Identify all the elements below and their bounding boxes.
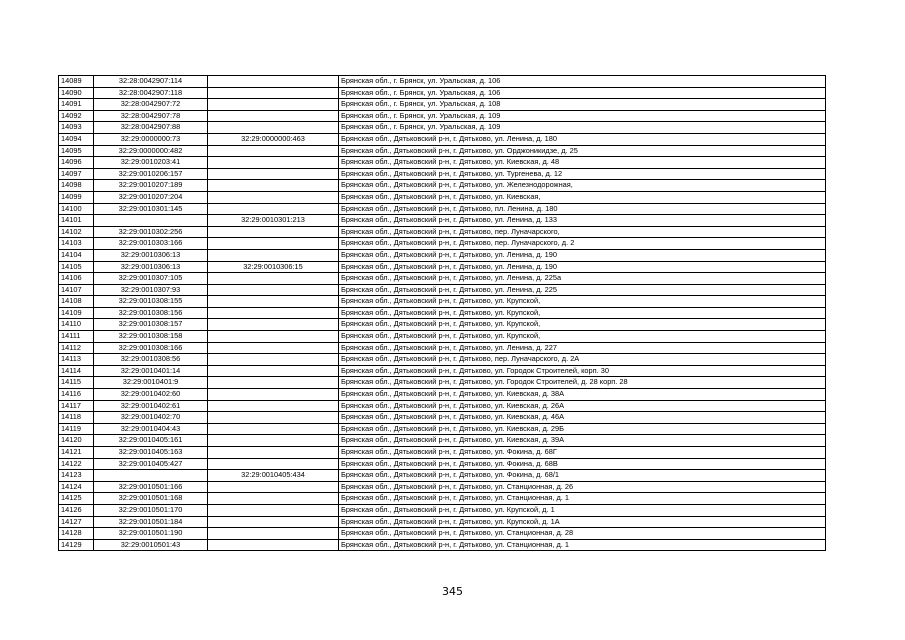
row-number-cell: 14121 xyxy=(59,447,94,459)
cadastral-number-cell: 32:29:0010404:43 xyxy=(94,423,208,435)
address-cell: Брянская обл., Дятьковский р-н, г. Дятьково, ул. Крупской, xyxy=(339,331,826,343)
table-row xyxy=(59,249,826,261)
cadastral-number-cell: 32:29:0010301:145 xyxy=(94,203,208,215)
address-cell: Брянская обл., Дятьковский р-н, г. Дятьково, ул. Крупской, xyxy=(339,296,826,308)
linked-cadastral-number-cell xyxy=(208,447,339,459)
linked-cadastral-number-cell xyxy=(208,99,339,111)
address-cell: Брянская обл., Дятьковский р-н, г. Дятьково, ул. Ленина, д. 190 xyxy=(339,249,826,261)
cadastral-number-cell: 32:28:0042907:78 xyxy=(94,110,208,122)
address-cell: Брянская обл., Дятьковский р-н, г. Дятьково, ул. Киевская, д. 48 xyxy=(339,157,826,169)
linked-cadastral-number-cell: 32:29:0010405:434 xyxy=(208,470,339,482)
row-number-cell: 14105 xyxy=(59,261,94,273)
table-row xyxy=(59,504,826,516)
address-cell: Брянская обл., Дятьковский р-н, г. Дятьково, ул. Фокина, д. 68/1 xyxy=(339,470,826,482)
table-row xyxy=(59,470,826,482)
row-number-cell: 14091 xyxy=(59,99,94,111)
cadastral-number-cell: 32:29:0010402:61 xyxy=(94,400,208,412)
address-cell: Брянская обл., Дятьковский р-н, г. Дятьково, пер. Луначарского, д. 2 xyxy=(339,238,826,250)
page-number: 345 xyxy=(442,585,463,598)
table-row xyxy=(59,389,826,401)
cadastral-number-cell: 32:29:0010307:93 xyxy=(94,284,208,296)
cadastral-number-cell: 32:29:0010308:157 xyxy=(94,319,208,331)
table-row xyxy=(59,435,826,447)
cadastral-number-cell: 32:29:0010308:56 xyxy=(94,354,208,366)
linked-cadastral-number-cell xyxy=(208,226,339,238)
row-number-cell: 14094 xyxy=(59,133,94,145)
address-cell: Брянская обл., Дятьковский р-н, г. Дятьково, ул. Тургенева, д. 12 xyxy=(339,168,826,180)
row-number-cell: 14112 xyxy=(59,342,94,354)
address-cell: Брянская обл., г. Брянск, ул. Уральская, д. 106 xyxy=(339,87,826,99)
row-number-cell: 14107 xyxy=(59,284,94,296)
table-row xyxy=(59,423,826,435)
linked-cadastral-number-cell xyxy=(208,528,339,540)
cadastral-number-cell: 32:29:0010501:170 xyxy=(94,504,208,516)
row-number-cell: 14129 xyxy=(59,539,94,551)
cadastral-number-cell: 32:29:0010207:189 xyxy=(94,180,208,192)
table-row xyxy=(59,539,826,551)
cadastral-number-cell: 32:29:0010405:427 xyxy=(94,458,208,470)
address-cell: Брянская обл., Дятьковский р-н, г. Дятьково, ул. Крупской, д. 1 xyxy=(339,504,826,516)
linked-cadastral-number-cell xyxy=(208,296,339,308)
linked-cadastral-number-cell xyxy=(208,458,339,470)
table-row xyxy=(59,284,826,296)
address-cell: Брянская обл., Дятьковский р-н, г. Дятьково, ул. Станционная, д. 26 xyxy=(339,481,826,493)
table-row xyxy=(59,307,826,319)
table-row xyxy=(59,203,826,215)
cadastral-number-cell: 32:29:0010308:166 xyxy=(94,342,208,354)
linked-cadastral-number-cell xyxy=(208,122,339,134)
cadastral-number-cell: 32:28:0042907:114 xyxy=(94,76,208,88)
cadastral-number-cell: 32:29:0010308:155 xyxy=(94,296,208,308)
cadastral-number-cell: 32:29:0010207:204 xyxy=(94,191,208,203)
address-cell: Брянская обл., Дятьковский р-н, г. Дятьково, ул. Киевская, д. 26А xyxy=(339,400,826,412)
table-row xyxy=(59,493,826,505)
row-number-cell: 14093 xyxy=(59,122,94,134)
address-cell: Брянская обл., Дятьковский р-н, г. Дятьково, ул. Киевская, д. 29Б xyxy=(339,423,826,435)
linked-cadastral-number-cell xyxy=(208,504,339,516)
cadastral-number-cell: 32:29:0010501:166 xyxy=(94,481,208,493)
linked-cadastral-number-cell xyxy=(208,423,339,435)
row-number-cell: 14127 xyxy=(59,516,94,528)
address-cell: Брянская обл., Дятьковский р-н, г. Дятьково, ул. Ленина, д. 225 xyxy=(339,284,826,296)
linked-cadastral-number-cell xyxy=(208,87,339,99)
cadastral-number-cell: 32:29:0010501:168 xyxy=(94,493,208,505)
linked-cadastral-number-cell xyxy=(208,273,339,285)
table-row xyxy=(59,528,826,540)
row-number-cell: 14125 xyxy=(59,493,94,505)
address-cell: Брянская обл., Дятьковский р-н, г. Дятьково, ул. Фокина, д. 68В xyxy=(339,458,826,470)
table-row xyxy=(59,215,826,227)
row-number-cell: 14103 xyxy=(59,238,94,250)
cadastral-number-cell: 32:29:0010401:9 xyxy=(94,377,208,389)
address-cell: Брянская обл., г. Брянск, ул. Уральская, д. 109 xyxy=(339,122,826,134)
linked-cadastral-number-cell xyxy=(208,342,339,354)
row-number-cell: 14115 xyxy=(59,377,94,389)
cadastral-number-cell: 32:29:0010308:156 xyxy=(94,307,208,319)
table-row xyxy=(59,226,826,238)
address-cell: Брянская обл., Дятьковский р-н, г. Дятьково, пер. Луначарского, xyxy=(339,226,826,238)
linked-cadastral-number-cell xyxy=(208,284,339,296)
cadastral-number-cell: 32:29:0010402:70 xyxy=(94,412,208,424)
cadastral-number-cell: 32:29:0010306:13 xyxy=(94,261,208,273)
linked-cadastral-number-cell xyxy=(208,76,339,88)
row-number-cell: 14090 xyxy=(59,87,94,99)
row-number-cell: 14114 xyxy=(59,365,94,377)
address-cell: Брянская обл., Дятьковский р-н, г. Дятьково, ул. Киевская, д. 46А xyxy=(339,412,826,424)
linked-cadastral-number-cell xyxy=(208,319,339,331)
row-number-cell: 14117 xyxy=(59,400,94,412)
linked-cadastral-number-cell xyxy=(208,412,339,424)
cadastral-number-cell: 32:29:0010401:14 xyxy=(94,365,208,377)
row-number-cell: 14118 xyxy=(59,412,94,424)
row-number-cell: 14097 xyxy=(59,168,94,180)
cadastral-number-cell: 32:29:0010302:256 xyxy=(94,226,208,238)
linked-cadastral-number-cell xyxy=(208,400,339,412)
table-row xyxy=(59,261,826,273)
address-cell: Брянская обл., Дятьковский р-н, г. Дятьково, ул. Городок Строителей, д. 28 корп. 28 xyxy=(339,377,826,389)
table-row xyxy=(59,180,826,192)
table-row xyxy=(59,238,826,250)
linked-cadastral-number-cell xyxy=(208,493,339,505)
row-number-cell: 14095 xyxy=(59,145,94,157)
table-row xyxy=(59,331,826,343)
cadastral-number-cell: 32:29:0010206:157 xyxy=(94,168,208,180)
row-number-cell: 14096 xyxy=(59,157,94,169)
linked-cadastral-number-cell xyxy=(208,180,339,192)
table-row xyxy=(59,342,826,354)
address-cell: Брянская обл., Дятьковский р-н, г. Дятьково, пер. Луначарского, д. 2А xyxy=(339,354,826,366)
row-number-cell: 14092 xyxy=(59,110,94,122)
cadastral-number-cell: 32:29:0010501:190 xyxy=(94,528,208,540)
table-row xyxy=(59,191,826,203)
linked-cadastral-number-cell xyxy=(208,110,339,122)
cadastral-number-cell: 32:29:0010501:43 xyxy=(94,539,208,551)
address-cell: Брянская обл., Дятьковский р-н, г. Дятьково, ул. Станционная, д. 28 xyxy=(339,528,826,540)
table-row xyxy=(59,122,826,134)
address-cell: Брянская обл., Дятьковский р-н, г. Дятьково, ул. Крупской, xyxy=(339,319,826,331)
row-number-cell: 14126 xyxy=(59,504,94,516)
table-row xyxy=(59,319,826,331)
table-row xyxy=(59,145,826,157)
address-cell: Брянская обл., г. Брянск, ул. Уральская, д. 106 xyxy=(339,76,826,88)
address-cell: Брянская обл., Дятьковский р-н, г. Дятьково, ул. Городок Строителей, корп. 30 xyxy=(339,365,826,377)
cadastral-number-cell xyxy=(94,215,208,227)
row-number-cell: 14119 xyxy=(59,423,94,435)
address-cell: Брянская обл., г. Брянск, ул. Уральская, д. 108 xyxy=(339,99,826,111)
table-row xyxy=(59,168,826,180)
table-row xyxy=(59,412,826,424)
row-number-cell: 14113 xyxy=(59,354,94,366)
table-row xyxy=(59,377,826,389)
linked-cadastral-number-cell: 32:29:0000000:463 xyxy=(208,133,339,145)
linked-cadastral-number-cell xyxy=(208,145,339,157)
cadastral-number-cell: 32:29:0010501:184 xyxy=(94,516,208,528)
linked-cadastral-number-cell: 32:29:0010306:15 xyxy=(208,261,339,273)
address-cell: Брянская обл., Дятьковский р-н, г. Дятьково, ул. Киевская, д. 38А xyxy=(339,389,826,401)
table-row xyxy=(59,76,826,88)
row-number-cell: 14122 xyxy=(59,458,94,470)
row-number-cell: 14099 xyxy=(59,191,94,203)
linked-cadastral-number-cell xyxy=(208,307,339,319)
linked-cadastral-number-cell xyxy=(208,354,339,366)
cadastral-number-cell: 32:29:0010203:41 xyxy=(94,157,208,169)
row-number-cell: 14120 xyxy=(59,435,94,447)
cadastral-number-cell: 32:28:0042907:88 xyxy=(94,122,208,134)
address-cell: Брянская обл., Дятьковский р-н, г. Дятьково, ул. Ленина, д. 227 xyxy=(339,342,826,354)
row-number-cell: 14123 xyxy=(59,470,94,482)
address-cell: Брянская обл., Дятьковский р-н, г. Дятьково, ул. Станционная, д. 1 xyxy=(339,539,826,551)
address-cell: Брянская обл., Дятьковский р-н, г. Дятьково, ул. Ленина, д. 180 xyxy=(339,133,826,145)
cadastral-number-cell: 32:29:0010405:163 xyxy=(94,447,208,459)
linked-cadastral-number-cell xyxy=(208,516,339,528)
registry-table xyxy=(58,75,826,551)
address-cell: Брянская обл., Дятьковский р-н, г. Дятьково, ул. Киевская, xyxy=(339,191,826,203)
linked-cadastral-number-cell xyxy=(208,203,339,215)
linked-cadastral-number-cell xyxy=(208,191,339,203)
cadastral-number-cell: 32:29:0010402:60 xyxy=(94,389,208,401)
table-row xyxy=(59,110,826,122)
linked-cadastral-number-cell xyxy=(208,168,339,180)
cadastral-number-cell: 32:29:0000000:73 xyxy=(94,133,208,145)
linked-cadastral-number-cell xyxy=(208,389,339,401)
cadastral-number-cell xyxy=(94,470,208,482)
row-number-cell: 14111 xyxy=(59,331,94,343)
linked-cadastral-number-cell: 32:29:0010301:213 xyxy=(208,215,339,227)
linked-cadastral-number-cell xyxy=(208,365,339,377)
cadastral-number-cell: 32:29:0010303:166 xyxy=(94,238,208,250)
address-cell: Брянская обл., Дятьковский р-н, г. Дятьково, ул. Фокина, д. 68Г xyxy=(339,447,826,459)
row-number-cell: 14101 xyxy=(59,215,94,227)
table-row xyxy=(59,516,826,528)
table-row xyxy=(59,87,826,99)
table-row xyxy=(59,296,826,308)
linked-cadastral-number-cell xyxy=(208,539,339,551)
row-number-cell: 14106 xyxy=(59,273,94,285)
linked-cadastral-number-cell xyxy=(208,481,339,493)
registry-table-body xyxy=(59,76,826,551)
table-row xyxy=(59,400,826,412)
table-row xyxy=(59,481,826,493)
table-row xyxy=(59,365,826,377)
table-row xyxy=(59,447,826,459)
address-cell: Брянская обл., Дятьковский р-н, г. Дятьково, ул. Железнодорожная, xyxy=(339,180,826,192)
address-cell: Брянская обл., Дятьковский р-н, г. Дятьково, ул. Крупской, xyxy=(339,307,826,319)
address-cell: Брянская обл., Дятьковский р-н, г. Дятьково, ул. Станционная, д. 1 xyxy=(339,493,826,505)
cadastral-number-cell: 32:29:0010307:105 xyxy=(94,273,208,285)
cadastral-number-cell: 32:29:0010405:161 xyxy=(94,435,208,447)
row-number-cell: 14124 xyxy=(59,481,94,493)
linked-cadastral-number-cell xyxy=(208,157,339,169)
linked-cadastral-number-cell xyxy=(208,238,339,250)
row-number-cell: 14110 xyxy=(59,319,94,331)
table-row xyxy=(59,354,826,366)
cadastral-number-cell: 32:28:0042907:118 xyxy=(94,87,208,99)
row-number-cell: 14108 xyxy=(59,296,94,308)
linked-cadastral-number-cell xyxy=(208,377,339,389)
address-cell: Брянская обл., Дятьковский р-н, г. Дятьково, ул. Ленина, д. 190 xyxy=(339,261,826,273)
table-row xyxy=(59,458,826,470)
table-row xyxy=(59,273,826,285)
cadastral-number-cell: 32:29:0010308:158 xyxy=(94,331,208,343)
address-cell: Брянская обл., г. Брянск, ул. Уральская, д. 109 xyxy=(339,110,826,122)
linked-cadastral-number-cell xyxy=(208,331,339,343)
row-number-cell: 14109 xyxy=(59,307,94,319)
address-cell: Брянская обл., Дятьковский р-н, г. Дятьково, ул. Крупской, д. 1А xyxy=(339,516,826,528)
cadastral-number-cell: 32:29:0010306:13 xyxy=(94,249,208,261)
table-row xyxy=(59,133,826,145)
address-cell: Брянская обл., Дятьковский р-н, г. Дятьково, ул. Киевская, д. 39А xyxy=(339,435,826,447)
row-number-cell: 14098 xyxy=(59,180,94,192)
linked-cadastral-number-cell xyxy=(208,249,339,261)
row-number-cell: 14128 xyxy=(59,528,94,540)
address-cell: Брянская обл., Дятьковский р-н, г. Дятьково, ул. Орджоникидзе, д. 25 xyxy=(339,145,826,157)
row-number-cell: 14116 xyxy=(59,389,94,401)
row-number-cell: 14102 xyxy=(59,226,94,238)
cadastral-number-cell: 32:29:0000000:482 xyxy=(94,145,208,157)
linked-cadastral-number-cell xyxy=(208,435,339,447)
cadastral-number-cell: 32:28:0042907:72 xyxy=(94,99,208,111)
row-number-cell: 14089 xyxy=(59,76,94,88)
address-cell: Брянская обл., Дятьковский р-н, г. Дятьково, ул. Ленина, д. 225а xyxy=(339,273,826,285)
address-cell: Брянская обл., Дятьковский р-н, г. Дятьково, пл. Ленина, д. 180 xyxy=(339,203,826,215)
address-cell: Брянская обл., Дятьковский р-н, г. Дятьково, ул. Ленина, д. 133 xyxy=(339,215,826,227)
table-row xyxy=(59,99,826,111)
table-row xyxy=(59,157,826,169)
row-number-cell: 14100 xyxy=(59,203,94,215)
row-number-cell: 14104 xyxy=(59,249,94,261)
